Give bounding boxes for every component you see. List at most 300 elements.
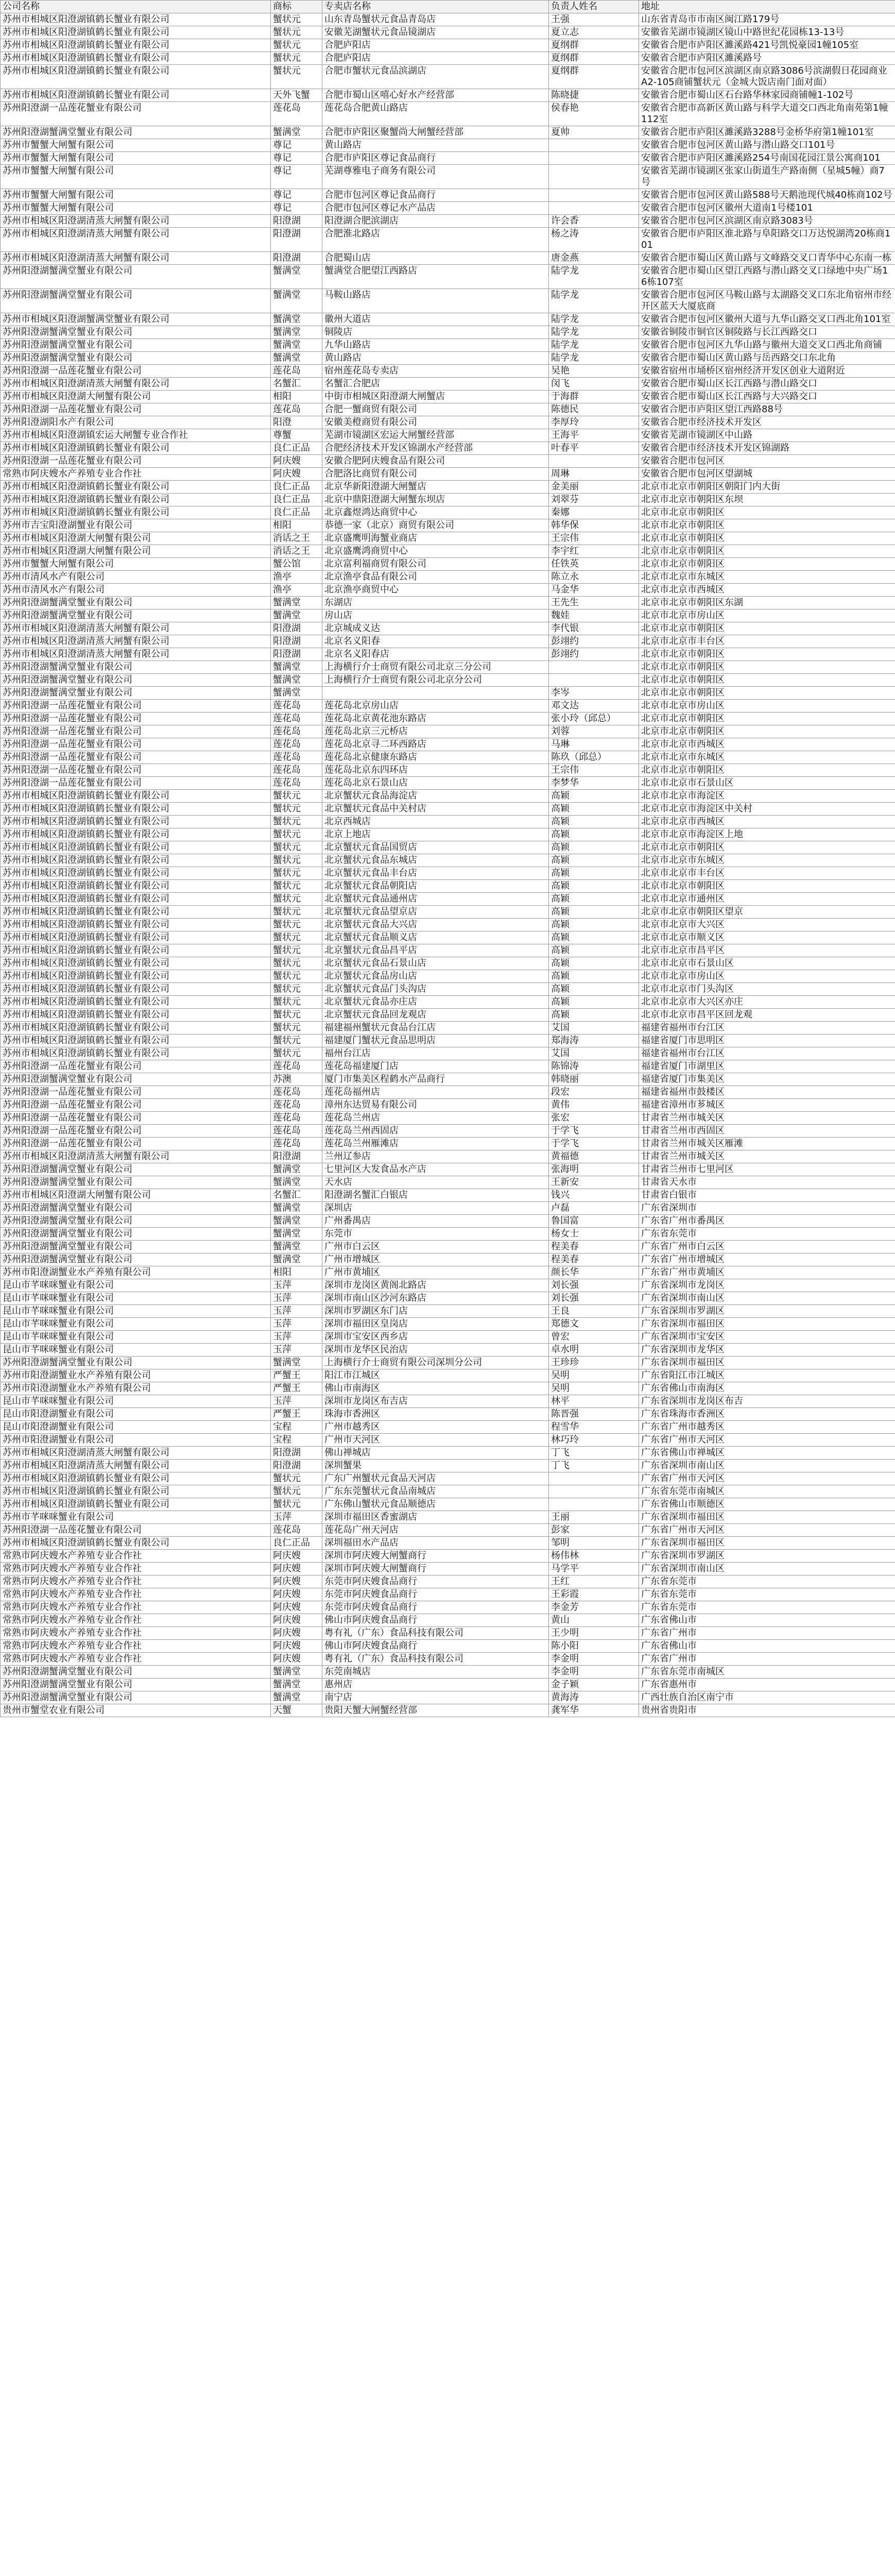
address-cell: 广东省深圳市 (639, 1202, 895, 1215)
company-cell: 苏州阳澄湖蟹满堂蟹业有限公司 (1, 1666, 271, 1679)
table-row (1, 26, 895, 39)
person-cell: 高颖 (549, 867, 639, 880)
address-cell: 广东省广州市越秀区 (639, 1421, 895, 1434)
address-cell: 北京市北京市朝阳区 (639, 841, 895, 854)
person-cell: 卢磊 (549, 1202, 639, 1215)
address-cell: 广东省广州市 (639, 1627, 895, 1640)
table-row (1, 519, 895, 532)
address-cell: 安徽省合肥市庐阳区濉溪路421号凯悦豪园1幢105室 (639, 39, 895, 52)
person-cell: 张小玲（邱总） (549, 713, 639, 725)
store-cell: 深圳市福田区香蜜湖店 (322, 1511, 549, 1524)
company-cell: 苏州市相城区阳澄湖镇鹤长蟹业有限公司 (1, 52, 271, 65)
table-row (1, 1125, 895, 1138)
address-cell: 广东省深圳市罗湖区 (639, 1305, 895, 1318)
store-cell: 广州市白云区 (322, 1241, 549, 1253)
person-cell (549, 202, 639, 215)
table-row (1, 751, 895, 764)
store-cell: 广州番禺店 (322, 1215, 549, 1228)
person-cell: 高颖 (549, 931, 639, 944)
brand-cell: 蟹满堂 (271, 674, 322, 687)
store-cell: 北京蟹状元食品东城店 (322, 854, 549, 867)
address-cell: 安徽省合肥市庐阳区濉溪路254号南国花园江景公寓商101 (639, 152, 895, 165)
address-cell: 广东省深圳市罗湖区 (639, 1550, 895, 1563)
address-cell: 安徽省合肥市庐阳区濉溪路3288号金桥华府第1幢101室 (639, 126, 895, 139)
brand-cell: 蟹满堂 (271, 1176, 322, 1189)
address-cell: 山东省青岛市市南区闽江路179号 (639, 13, 895, 26)
store-cell: 福州台江店 (322, 1047, 549, 1060)
company-cell: 苏州市蟹蟹大闸蟹有限公司 (1, 202, 271, 215)
brand-cell: 蟹满堂 (271, 1679, 322, 1691)
store-cell: 莲花岛兰州店 (322, 1112, 549, 1125)
store-cell: 合肥庐阳店 (322, 39, 549, 52)
person-cell: 邹明 (549, 1537, 639, 1550)
address-cell: 广东省深圳市福田区 (639, 1511, 895, 1524)
table-row (1, 1382, 895, 1395)
address-cell: 北京市北京市房山区 (639, 700, 895, 713)
address-cell: 广东省广州市黄埔区 (639, 1266, 895, 1279)
table-row (1, 970, 895, 983)
table-row (1, 1563, 895, 1575)
address-cell: 北京市北京市朝阳区东坝 (639, 494, 895, 506)
address-cell: 甘肃省兰州市西固区 (639, 1125, 895, 1138)
address-cell: 广东省佛山市顺德区 (639, 1498, 895, 1511)
store-cell: 上海横行介士商贸有限公司深圳分公司 (322, 1357, 549, 1369)
person-cell (549, 139, 639, 152)
person-cell: 金美丽 (549, 481, 639, 494)
store-cell: 深圳蟹果 (322, 1460, 549, 1472)
address-cell: 安徽省合肥市包河区徽州大道与九华山路交叉口西北角101室 (639, 313, 895, 326)
table-row (1, 1138, 895, 1150)
brand-cell: 良仁正品 (271, 494, 322, 506)
brand-cell: 莲花岛 (271, 751, 322, 764)
table-row (1, 152, 895, 165)
store-cell: 深圳店 (322, 1202, 549, 1215)
company-cell: 苏州市阳澄湖蟹业有限公司 (1, 1434, 271, 1447)
brand-cell: 阳澄湖 (271, 622, 322, 635)
table-row (1, 365, 895, 378)
person-cell: 王海平 (549, 429, 639, 442)
brand-cell: 莲花岛 (271, 700, 322, 713)
company-cell: 苏州市相城区阳澄湖镇鹤长蟹业有限公司 (1, 906, 271, 919)
store-cell: 广州市越秀区 (322, 1421, 549, 1434)
brand-cell: 阿庆嫂 (271, 1588, 322, 1601)
store-cell: 安徽芜湖蟹状元食品镜湖店 (322, 26, 549, 39)
address-cell: 安徽省合肥市蜀山区长江西路与大兴路交口 (639, 391, 895, 403)
person-cell: 陆学龙 (549, 265, 639, 289)
address-cell: 北京市北京市朝阳区朝阳门内大街 (639, 481, 895, 494)
person-cell: 李金芳 (549, 1601, 639, 1614)
store-cell: 北京蟹状元食品大兴店 (322, 919, 549, 931)
table-row (1, 635, 895, 648)
brand-cell: 尊蟹 (271, 429, 322, 442)
store-cell: 东莞市阿庆嫂食品商行 (322, 1588, 549, 1601)
brand-cell: 莲花岛 (271, 713, 322, 725)
person-cell: 马金华 (549, 584, 639, 597)
address-cell: 北京市北京市西城区 (639, 738, 895, 751)
company-cell: 苏州市相城区阳澄湖镇鹤长蟹业有限公司 (1, 506, 271, 519)
store-cell: 阳澄湖名蟹汇白银店 (322, 1189, 549, 1202)
address-cell: 福建省福州市台江区 (639, 1047, 895, 1060)
brand-cell: 阳澄湖 (271, 635, 322, 648)
brand-cell: 蟹满堂 (271, 339, 322, 352)
brand-cell: 蟹满堂 (271, 687, 322, 700)
person-cell: 夏纲群 (549, 65, 639, 89)
address-cell: 安徽省合肥市蜀山区黄山路与岳西路交口东北角 (639, 352, 895, 365)
brand-cell: 阳澄湖 (271, 648, 322, 661)
company-cell: 苏州市相城区阳澄湖镇鹤长蟹业有限公司 (1, 1009, 271, 1022)
table-row (1, 919, 895, 931)
person-cell (549, 152, 639, 165)
company-cell: 苏州阳澄湖蟹满堂蟹业有限公司 (1, 1073, 271, 1086)
company-cell: 昆山市芊咪咪蟹业有限公司 (1, 1305, 271, 1318)
brand-cell: 蟹状元 (271, 26, 322, 39)
store-cell: 北京渔亭商贸中心 (322, 584, 549, 597)
store-cell: 佛山市阿庆嫂食品商行 (322, 1640, 549, 1653)
store-cell: 安徽合肥阿庆嫂食品有限公司 (322, 455, 549, 468)
address-cell: 安徽省合肥市庐阳区望江西路88号 (639, 403, 895, 416)
table-row (1, 931, 895, 944)
store-cell: 阳澄湖合肥滨湖店 (322, 215, 549, 228)
store-cell: 佛山市南海区 (322, 1382, 549, 1395)
company-cell: 苏州市相城区阳澄湖镇鹤长蟹业有限公司 (1, 1537, 271, 1550)
address-cell: 北京市北京市朝阳区 (639, 545, 895, 558)
company-cell: 常熟市阿庆嫂水产养殖专业合作社 (1, 1653, 271, 1666)
company-cell: 苏州市相城区阳澄湖镇鹤长蟹业有限公司 (1, 1485, 271, 1498)
person-cell: 段宏 (549, 1086, 639, 1099)
brand-cell: 蟹状元 (271, 957, 322, 970)
person-cell: 刘长强 (549, 1292, 639, 1305)
address-cell: 北京市北京市朝阳区 (639, 880, 895, 893)
table-row (1, 841, 895, 854)
table-row (1, 893, 895, 906)
table-row (1, 1189, 895, 1202)
table-row (1, 228, 895, 252)
brand-cell: 蟹状元 (271, 828, 322, 841)
address-cell: 广东省东莞市 (639, 1588, 895, 1601)
address-cell: 广东省广州市天河区 (639, 1472, 895, 1485)
table-row (1, 139, 895, 152)
address-cell: 北京市北京市朝阳区 (639, 674, 895, 687)
store-cell: 合肥一蟹商贸有限公司 (322, 403, 549, 416)
brand-cell: 蟹状元 (271, 841, 322, 854)
store-cell: 合肥蜀山店 (322, 252, 549, 265)
person-cell: 侯春艳 (549, 102, 639, 126)
brand-cell: 蟹满堂 (271, 1215, 322, 1228)
company-cell: 苏州市蟹蟹大闸蟹有限公司 (1, 165, 271, 189)
brand-cell: 尊记 (271, 189, 322, 202)
brand-cell: 玉萍 (271, 1331, 322, 1344)
store-cell: 莲花岛北京黄花池东路店 (322, 713, 549, 725)
store-cell: 芜湖市镜湖区宏运大闸蟹经营部 (322, 429, 549, 442)
store-cell: 宿州莲花岛专卖店 (322, 365, 549, 378)
brand-cell: 莲花岛 (271, 1060, 322, 1073)
address-cell: 北京市北京市石景山区 (639, 957, 895, 970)
person-cell: 于海群 (549, 391, 639, 403)
address-cell: 安徽省合肥市蜀山区石台路华林家园商铺幢1-102号 (639, 89, 895, 102)
person-cell: 黄福德 (549, 1150, 639, 1163)
person-cell: 彭家 (549, 1524, 639, 1537)
store-cell: 北京名义阳春店 (322, 648, 549, 661)
store-cell: 广东广州蟹状元食品天河店 (322, 1472, 549, 1485)
company-cell: 苏州市相城区阳澄湖清蒸大闸蟹有限公司 (1, 1447, 271, 1460)
brand-cell: 蟹状元 (271, 906, 322, 919)
address-cell: 北京市北京市朝阳区 (639, 648, 895, 661)
table-row (1, 1460, 895, 1472)
table-row (1, 558, 895, 571)
table-row (1, 584, 895, 597)
company-cell: 苏州市相城区阳澄湖镇宏运大闸蟹专业合作社 (1, 429, 271, 442)
store-cell: 黄山路店 (322, 352, 549, 365)
brand-cell: 玉萍 (271, 1511, 322, 1524)
table-row (1, 89, 895, 102)
company-cell: 昆山市芊咪咪蟹业有限公司 (1, 1292, 271, 1305)
brand-cell: 玉萍 (271, 1318, 322, 1331)
address-cell: 安徽省芜湖市镜湖区张家山街道生产路南侧（星城5幢）商7号 (639, 165, 895, 189)
company-cell: 苏州市相城区阳澄湖镇鹤长蟹业有限公司 (1, 944, 271, 957)
company-cell: 苏州阳澄湖蟹满堂蟹业有限公司 (1, 1691, 271, 1704)
person-cell: 高颖 (549, 906, 639, 919)
table-row (1, 1408, 895, 1421)
table-row (1, 65, 895, 89)
store-cell: 深圳市龙华区民治店 (322, 1344, 549, 1357)
brand-cell: 蟹满堂 (271, 1253, 322, 1266)
company-cell: 昆山市芊咪咪蟹业有限公司 (1, 1395, 271, 1408)
table-row (1, 687, 895, 700)
address-cell: 北京市北京市大兴区亦庄 (639, 996, 895, 1009)
brand-cell: 莲花岛 (271, 365, 322, 378)
company-cell: 苏州市相城区阳澄湖大闸蟹有限公司 (1, 391, 271, 403)
table-row (1, 1537, 895, 1550)
store-cell: 深圳市南山区沙河东路店 (322, 1292, 549, 1305)
store-cell: 惠州店 (322, 1679, 549, 1691)
address-cell: 甘肃省兰州市城关区 (639, 1112, 895, 1125)
company-cell: 苏州市相城区阳澄湖镇鹤长蟹业有限公司 (1, 867, 271, 880)
store-cell: 北京华新阳澄湖大闸蟹店 (322, 481, 549, 494)
company-cell: 苏州阳澄湖一品莲花蟹业有限公司 (1, 777, 271, 790)
brand-cell: 蟹满堂 (271, 1666, 322, 1679)
table-row (1, 648, 895, 661)
table-row (1, 983, 895, 996)
company-cell: 苏州市相城区阳澄湖镇鹤长蟹业有限公司 (1, 854, 271, 867)
store-cell: 北京上地店 (322, 828, 549, 841)
company-cell: 苏州市吉宝阳澄湖蟹业有限公司 (1, 519, 271, 532)
table-row (1, 494, 895, 506)
company-cell: 苏州阳澄湖蟹满堂蟹业有限公司 (1, 1357, 271, 1369)
company-cell: 苏州阳澄湖一品莲花蟹业有限公司 (1, 1112, 271, 1125)
company-cell: 苏州市相城区阳澄湖镇鹤长蟹业有限公司 (1, 841, 271, 854)
address-cell: 广西壮族自治区南宁市 (639, 1691, 895, 1704)
address-cell: 广东省阳江市江城区 (639, 1369, 895, 1382)
brand-cell: 蟹状元 (271, 803, 322, 816)
table-row (1, 215, 895, 228)
table-row (1, 52, 895, 65)
table-row (1, 661, 895, 674)
address-cell: 广东省深圳市南山区 (639, 1563, 895, 1575)
table-row (1, 289, 895, 313)
company-cell: 昆山市阳澄湖蟹业有限公司 (1, 1421, 271, 1434)
brand-cell: 阿庆嫂 (271, 1653, 322, 1666)
brand-cell: 相阳 (271, 391, 322, 403)
store-cell: 深圳市阿庆嫂大闸蟹商行 (322, 1550, 549, 1563)
company-cell: 常熟市阿庆嫂水产养殖专业合作社 (1, 1563, 271, 1575)
table-row (1, 1035, 895, 1047)
company-cell: 苏州市相城区阳澄湖大闸蟹有限公司 (1, 545, 271, 558)
person-cell (549, 189, 639, 202)
brand-cell: 蟹公馆 (271, 558, 322, 571)
store-cell: 房山店 (322, 609, 549, 622)
person-cell: 陆学龙 (549, 339, 639, 352)
person-cell: 黄山 (549, 1614, 639, 1627)
address-cell: 广东省广州市增城区 (639, 1253, 895, 1266)
company-cell: 昆山市芊咪咪蟹业有限公司 (1, 1344, 271, 1357)
brand-cell: 玉萍 (271, 1344, 322, 1357)
person-cell: 吴明 (549, 1369, 639, 1382)
person-cell: 王良 (549, 1305, 639, 1318)
table-row (1, 1666, 895, 1679)
company-cell: 苏州阳澄湖蟹满堂蟹业有限公司 (1, 126, 271, 139)
brand-cell: 蟹状元 (271, 919, 322, 931)
brand-cell: 莲花岛 (271, 738, 322, 751)
store-cell: 福建厦门蟹状元食品思明店 (322, 1035, 549, 1047)
company-cell: 苏州市相城区阳澄湖清蒸大闸蟹有限公司 (1, 635, 271, 648)
address-cell: 安徽省合肥市蜀山区长江西路与潜山路交口 (639, 378, 895, 391)
brand-cell: 蟹状元 (271, 52, 322, 65)
company-cell: 常熟市阿庆嫂水产养殖专业合作社 (1, 1627, 271, 1640)
brand-cell: 蟹状元 (271, 65, 322, 89)
brand-cell: 阿庆嫂 (271, 1640, 322, 1653)
address-cell: 北京市北京市石景山区 (639, 777, 895, 790)
company-cell: 常熟市阿庆嫂水产养殖专业合作社 (1, 1550, 271, 1563)
company-cell: 苏州阳澄湖蟹满堂蟹业有限公司 (1, 1228, 271, 1241)
brand-cell: 阿庆嫂 (271, 1614, 322, 1627)
address-cell: 安徽省合肥市蜀山区黄山路与文峰路交叉口青华中心东南一栋 (639, 252, 895, 265)
brand-cell: 蟹满堂 (271, 313, 322, 326)
table-row (1, 1640, 895, 1653)
table-row (1, 391, 895, 403)
address-cell: 安徽省合肥市包河区徽州大道南1号楼101 (639, 202, 895, 215)
store-cell: 北京蟹状元食品中关村店 (322, 803, 549, 816)
address-cell: 广东省深圳市龙华区 (639, 1344, 895, 1357)
person-cell: 高颖 (549, 854, 639, 867)
address-cell: 广东省佛山市南海区 (639, 1382, 895, 1395)
person-cell: 高颖 (549, 828, 639, 841)
address-cell: 广东省佛山市 (639, 1614, 895, 1627)
address-cell: 北京市北京市通州区 (639, 893, 895, 906)
person-cell: 于学飞 (549, 1125, 639, 1138)
company-cell: 苏州市相城区阳澄湖镇鹤长蟹业有限公司 (1, 89, 271, 102)
address-cell: 安徽省合肥市包河区九华山路与徽州大道交叉口西北角商铺 (639, 339, 895, 352)
address-cell: 北京市北京市朝阳区 (639, 713, 895, 725)
table-row (1, 1266, 895, 1279)
table-row (1, 1344, 895, 1357)
company-cell: 苏州阳澄湖一品莲花蟹业有限公司 (1, 764, 271, 777)
address-cell: 北京市北京市海淀区上地 (639, 828, 895, 841)
store-cell: 莲花岛广州天河店 (322, 1524, 549, 1537)
person-cell: 陆学龙 (549, 326, 639, 339)
person-cell: 高颖 (549, 841, 639, 854)
person-cell: 龚军华 (549, 1704, 639, 1717)
company-cell: 常熟市阿庆嫂水产养殖专业合作社 (1, 1575, 271, 1588)
store-cell: 广东东莞蟹状元食品南城店 (322, 1485, 549, 1498)
table-row (1, 609, 895, 622)
store-cell: 厦门市集美区程鹤水产品商行 (322, 1073, 549, 1086)
store-cell: 佛山禅城店 (322, 1447, 549, 1460)
header-store: 专卖店名称 (322, 1, 549, 13)
table-row (1, 1588, 895, 1601)
company-cell: 苏州市相城区阳澄湖镇鹤长蟹业有限公司 (1, 957, 271, 970)
address-cell: 安徽省合肥市包河区 (639, 455, 895, 468)
brand-cell: 蟹满堂 (271, 289, 322, 313)
address-cell: 甘肃省兰州市城关区雁滩 (639, 1138, 895, 1150)
person-cell: 艾国 (549, 1022, 639, 1035)
company-cell: 苏州市蟹蟹大闸蟹有限公司 (1, 139, 271, 152)
company-cell: 苏州市相城区阳澄湖镇鹤长蟹业有限公司 (1, 816, 271, 828)
person-cell: 王宗伟 (549, 532, 639, 545)
company-cell: 常熟市阿庆嫂水产养殖专业合作社 (1, 1640, 271, 1653)
table-row (1, 481, 895, 494)
brand-cell: 蟹满堂 (271, 352, 322, 365)
store-cell: 北京蟹状元食品国贸店 (322, 841, 549, 854)
person-cell: 高颖 (549, 893, 639, 906)
address-cell: 广东省广州市白云区 (639, 1241, 895, 1253)
company-cell: 苏州市相城区阳澄湖镇鹤长蟹业有限公司 (1, 26, 271, 39)
person-cell: 王彩霞 (549, 1588, 639, 1601)
table-row (1, 352, 895, 365)
table-row (1, 880, 895, 893)
person-cell: 黄伟 (549, 1099, 639, 1112)
address-cell: 福建省厦门市思明区 (639, 1035, 895, 1047)
company-cell: 苏州阳澄湖蟹满堂蟹业有限公司 (1, 265, 271, 289)
company-cell: 苏州阳澄湖蟹满堂蟹业有限公司 (1, 1163, 271, 1176)
store-cell: 莲花岛兰州雁滩店 (322, 1138, 549, 1150)
company-cell: 苏州阳澄湖蟹满堂蟹业有限公司 (1, 1253, 271, 1266)
brand-cell: 莲花岛 (271, 764, 322, 777)
brand-cell: 蟹状元 (271, 1035, 322, 1047)
table-row (1, 1447, 895, 1460)
table-row (1, 1357, 895, 1369)
address-cell: 北京市北京市房山区 (639, 970, 895, 983)
person-cell: 陈德民 (549, 403, 639, 416)
brand-cell: 蟹状元 (271, 1485, 322, 1498)
store-cell: 莲花岛北京健康东路店 (322, 751, 549, 764)
table-row (1, 906, 895, 919)
company-cell: 苏州市阳澄湖蟹业水产养殖有限公司 (1, 1266, 271, 1279)
person-cell: 高颖 (549, 790, 639, 803)
person-cell: 王红 (549, 1575, 639, 1588)
company-cell: 苏州市相城区阳澄湖镇鹤长蟹业有限公司 (1, 880, 271, 893)
brand-cell: 蟹状元 (271, 816, 322, 828)
brand-cell: 蟹状元 (271, 996, 322, 1009)
person-cell: 许会香 (549, 215, 639, 228)
store-cell: 徽州大道店 (322, 313, 549, 326)
address-cell: 福建省福州市鼓楼区 (639, 1086, 895, 1099)
company-cell: 苏州市蟹蟹大闸蟹有限公司 (1, 189, 271, 202)
brand-cell: 良仁正品 (271, 481, 322, 494)
company-cell: 苏州阳澄湖阳水产有限公司 (1, 416, 271, 429)
brand-cell: 玉萍 (271, 1305, 322, 1318)
person-cell: 高颖 (549, 803, 639, 816)
store-cell: 深圳市龙岗区黄阁北路店 (322, 1279, 549, 1292)
store-cell: 莲花岛北京房山店 (322, 700, 549, 713)
brand-cell: 阳澄湖 (271, 1447, 322, 1460)
brand-cell: 蟹状元 (271, 867, 322, 880)
header-brand: 商标 (271, 1, 322, 13)
company-cell: 苏州市相城区阳澄湖镇鹤长蟹业有限公司 (1, 970, 271, 983)
table-row (1, 1395, 895, 1408)
table-row (1, 1318, 895, 1331)
brand-cell: 阳澄 (271, 416, 322, 429)
table-row (1, 790, 895, 803)
